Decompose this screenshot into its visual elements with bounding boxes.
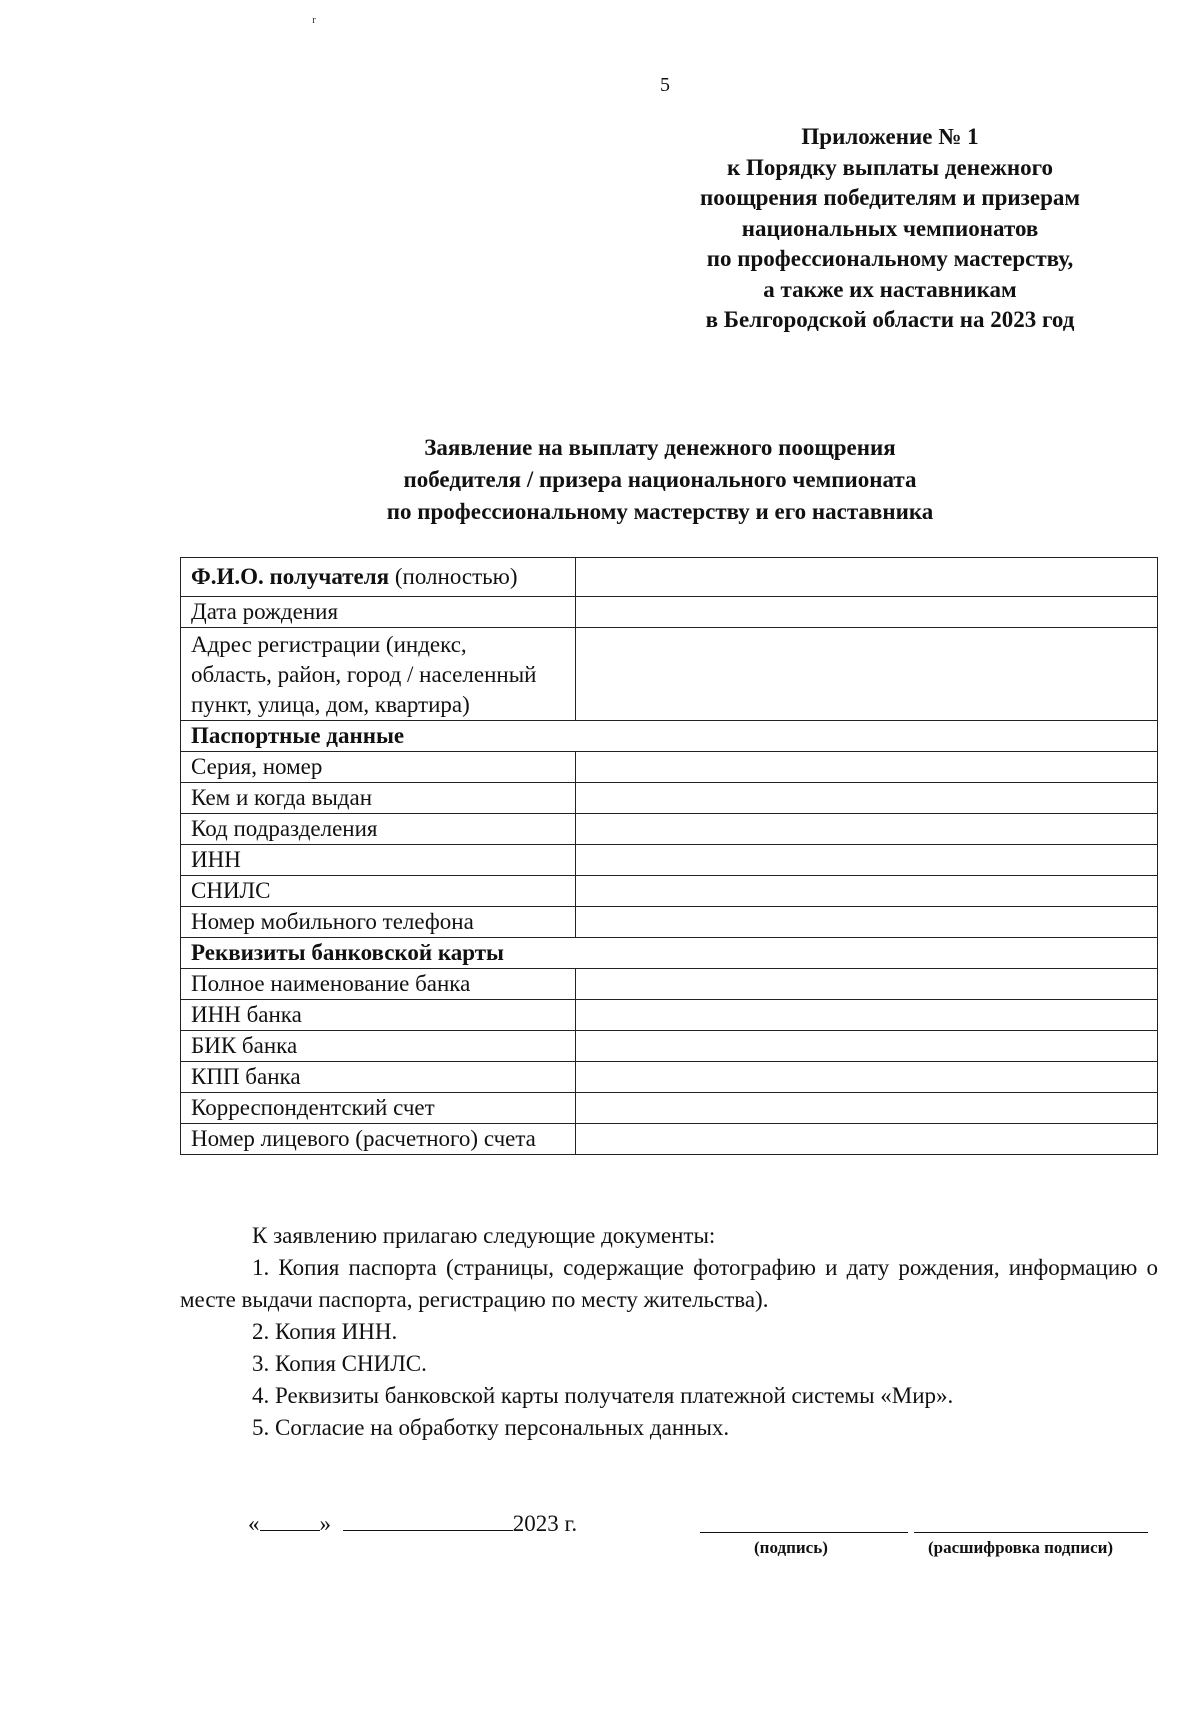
bank-inn-field[interactable]: [576, 1000, 1158, 1031]
bank-section-heading: Реквизиты банковской карты: [181, 938, 1158, 969]
field-label: ИНН банка: [181, 1000, 576, 1031]
table-row: [181, 558, 1158, 597]
field-label: Полное наименование банка: [181, 969, 576, 1000]
field-label: Корреспондентский счет: [181, 1093, 576, 1124]
table-section-row: [181, 721, 1158, 752]
table-row: [181, 1000, 1158, 1031]
field-label: Номер лицевого (расчетного) счета: [181, 1124, 576, 1155]
recipient-name-label: Ф.И.О. получателя: [191, 564, 390, 589]
field-label: Серия, номер: [181, 752, 576, 783]
document-title: [180, 432, 1140, 528]
attachment-item: 5. Согласие на обработку персональных данных.: [252, 1415, 730, 1440]
page-number: 5: [660, 74, 670, 96]
table-row: [181, 845, 1158, 876]
appendix-line: к Порядку выплаты денежного: [727, 154, 1053, 180]
field-label: КПП банка: [181, 1062, 576, 1093]
appendix-line: а также их наставникам: [763, 276, 1017, 302]
bank-kpp-field[interactable]: [576, 1062, 1158, 1093]
birth-date-field[interactable]: [576, 597, 1158, 628]
recipient-name-field[interactable]: [576, 558, 1158, 597]
signature-label: (подпись): [754, 1538, 828, 1557]
month-blank[interactable]: [343, 1510, 513, 1531]
date-line: [248, 1510, 577, 1537]
attachment-item: 1. Копия паспорта (страницы, содержащие фотографию и дату рождения, информацию о месте выдачи паспорта, регистрацию по месту жительства).: [180, 1255, 1158, 1312]
attachment-item: 2. Копия ИНН.: [252, 1319, 398, 1344]
application-form-table: [180, 557, 1158, 1155]
table-row: [181, 1062, 1158, 1093]
scan-mark: ʳ: [312, 12, 316, 32]
field-label: [181, 558, 576, 597]
table-row: [181, 1124, 1158, 1155]
division-code-field[interactable]: [576, 814, 1158, 845]
appendix-header: [660, 122, 1120, 336]
attachment-item: 4. Реквизиты банковской карты получателя платежной системы «Мир».: [252, 1383, 954, 1408]
personal-account-field[interactable]: [576, 1124, 1158, 1155]
table-row: [181, 752, 1158, 783]
passport-issued-field[interactable]: [576, 783, 1158, 814]
quote-close: »: [319, 1511, 331, 1536]
table-row: [181, 814, 1158, 845]
title-line: Заявление на выплату денежного поощрения: [424, 435, 896, 460]
address-label-line: Адрес регистрации (индекс,: [191, 632, 467, 657]
attachments-list: [180, 1220, 1158, 1444]
passport-series-field[interactable]: [576, 752, 1158, 783]
quote-open: «: [248, 1511, 260, 1536]
recipient-name-note: (полностью): [389, 564, 518, 589]
bank-name-field[interactable]: [576, 969, 1158, 1000]
appendix-line: поощрения победителям и призерам: [699, 185, 1081, 210]
table-section-row: [181, 938, 1158, 969]
field-label: Кем и когда выдан: [181, 783, 576, 814]
table-row: [181, 783, 1158, 814]
table-row: [181, 969, 1158, 1000]
table-row: [181, 1093, 1158, 1124]
address-label-line: область, район, город / населенный: [191, 662, 537, 687]
correspondent-account-field[interactable]: [576, 1093, 1158, 1124]
year-text: 2023 г.: [512, 1511, 578, 1536]
table-row: [181, 628, 1158, 721]
address-label-line: пункт, улица, дом, квартира): [191, 692, 470, 717]
day-blank[interactable]: [260, 1510, 320, 1531]
attachments-intro: К заявлению прилагаю следующие документы:: [252, 1223, 716, 1248]
attachment-item: 3. Копия СНИЛС.: [252, 1351, 427, 1376]
signature-decoding-line[interactable]: [914, 1532, 1148, 1533]
field-label: БИК банка: [181, 1031, 576, 1062]
bank-bik-field[interactable]: [576, 1031, 1158, 1062]
table-row: [181, 1031, 1158, 1062]
table-row: [181, 876, 1158, 907]
table-row: [181, 597, 1158, 628]
signature-line[interactable]: [700, 1532, 908, 1533]
appendix-line: по профессиональному мастерству,: [706, 246, 1074, 271]
field-label: СНИЛС: [181, 876, 576, 907]
birth-date-label: Дата рождения: [181, 597, 576, 628]
title-line: победителя / призера национального чемпионата: [403, 467, 917, 492]
inn-field[interactable]: [576, 845, 1158, 876]
signature-decoding-label: (расшифровка подписи): [928, 1538, 1114, 1557]
address-field[interactable]: [576, 628, 1158, 721]
appendix-line: национальных чемпионатов: [741, 215, 1039, 241]
passport-section-heading: Паспортные данные: [181, 721, 1158, 752]
title-line: по профессиональному мастерству и его наставника: [386, 499, 934, 524]
field-label: Код подразделения: [181, 814, 576, 845]
appendix-line: в Белгородской области на 2023 год: [705, 307, 1075, 332]
mobile-phone-field[interactable]: [576, 907, 1158, 938]
snils-field[interactable]: [576, 876, 1158, 907]
appendix-line: Приложение № 1: [801, 124, 979, 149]
table-row: [181, 907, 1158, 938]
field-label: ИНН: [181, 845, 576, 876]
field-label: Номер мобильного телефона: [181, 907, 576, 938]
address-label: [181, 628, 576, 721]
